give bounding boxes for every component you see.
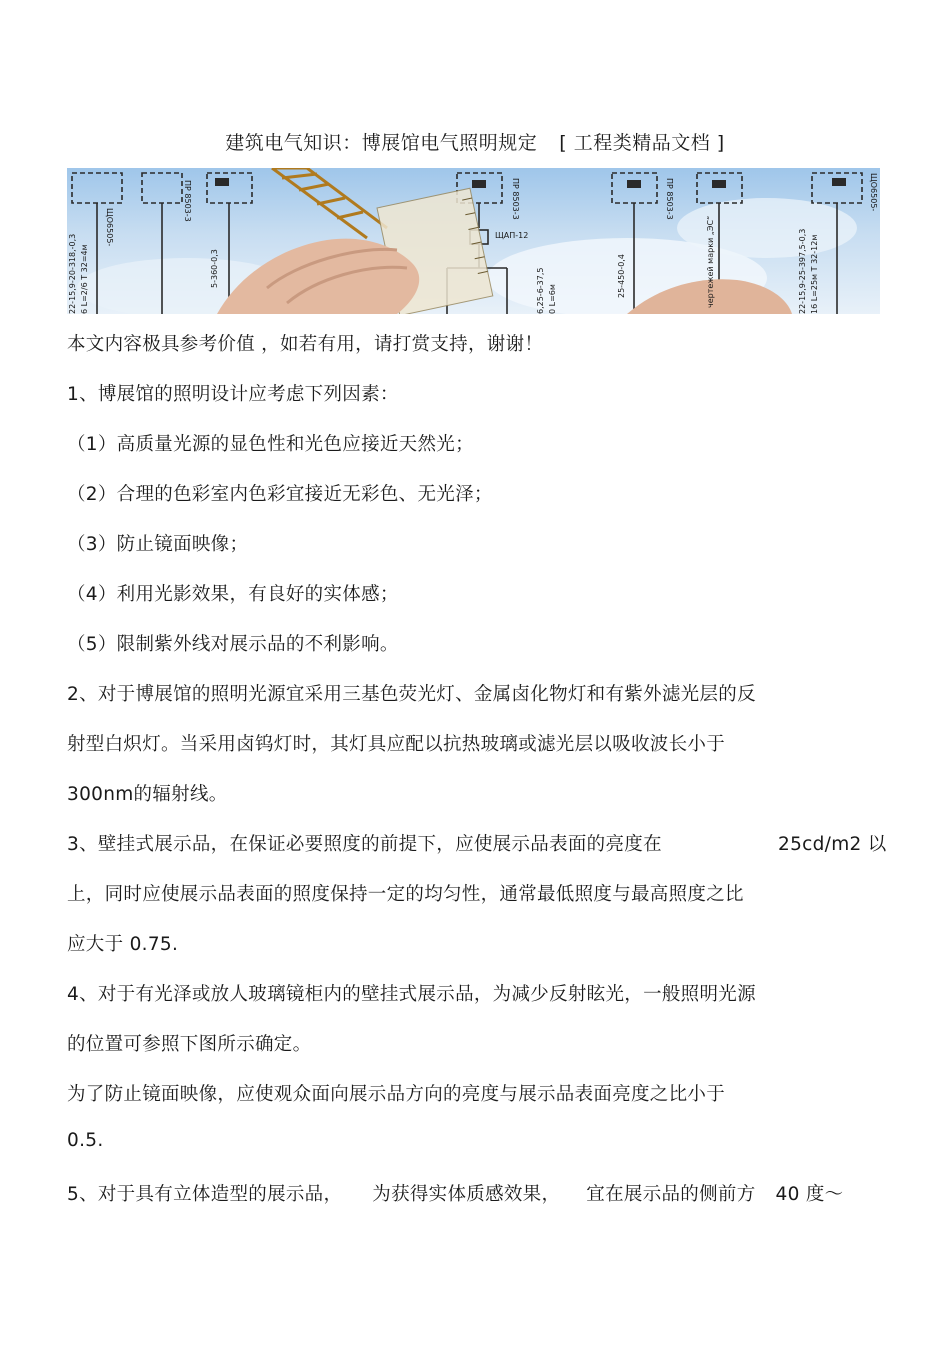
paragraph-4-line-3: 为了防止镜面映像，应使观众面向展示品方向的亮度与展示品表面亮度之比小于 (67, 1084, 726, 1105)
title-main: 建筑电气知识：博展馆电气照明规定 (225, 132, 538, 154)
banner-label: ПР 8503-3 (665, 178, 674, 220)
banner-label: 16 L=25м Т 32-12м (810, 234, 819, 314)
paragraph-5-part-c: 宜在展示品的侧前方 (586, 1184, 756, 1205)
banner-label: 5-360-0,3 (210, 249, 219, 288)
banner-label: ЩО6505- (869, 173, 878, 212)
paragraph-5-part-d: 40 度～ (775, 1184, 844, 1205)
intro-text: 本文内容极具参考价值 ，如若有用，请打赏支持，谢谢！ (67, 334, 544, 355)
banner-label: 6 L=2/6 Т 32=4м (80, 244, 89, 314)
paragraph-5-line-1 (67, 1180, 843, 1206)
paragraph-4-line-1: 4、对于有光泽或放人玻璃镜柜内的壁挂式展示品，为减少反射眩光，一般照明光源 (67, 984, 756, 1005)
paragraph-4-line-2: 的位置可参照下图所示确定。 (67, 1034, 312, 1055)
paragraph-3-value: 25cd/m2 以 (778, 834, 887, 855)
paragraph-2-line-3: 300nm的辐射线。 (67, 784, 228, 805)
header-banner-image (67, 168, 880, 314)
document-title (0, 128, 950, 155)
banner-label: ЩО6505- (105, 208, 114, 247)
banner-label: ПР 8503-3 (183, 180, 192, 222)
paragraph-2-line-2: 射型白炽灯。当采用卤钨灯时，其灯具应配以抗热玻璃或滤光层以吸收波长小于 (67, 734, 726, 755)
paragraph-3-line-2: 上，同时应使展示品表面的照度保持一定的均匀性，通常最低照度与最高照度之比 (67, 884, 744, 905)
paragraph-4-line-4: 0.5. (67, 1130, 104, 1151)
banner-label: 22-15,9-20-318,-0,3 (68, 233, 77, 314)
title-tag: [ 工程类精品文档 ] (559, 132, 725, 154)
list-item-5: （5）限制紫外线对展示品的不利影响。 (67, 634, 399, 655)
list-item-1: （1）高质量光源的显色性和光色应接近天然光； (67, 434, 474, 455)
banner-label: 0 L=6м (548, 284, 557, 314)
banner-label: 6,25-6-37,5 (536, 267, 545, 314)
paragraph-3-text: 3、壁挂式展示品，在保证必要照度的前提下，应使展示品表面的亮度在 (67, 834, 662, 855)
list-item-2: （2）合理的色彩室内色彩宜接近无彩色、无光泽； (67, 484, 493, 505)
banner-label: 22-15,9-25-397,5-0,3 (798, 228, 807, 314)
paragraph-3-line-3: 应大于 0.75. (67, 934, 179, 955)
banner-label: чертежей марки „ЭС“ (706, 215, 715, 308)
list-item-3: （3）防止镜面映像； (67, 534, 249, 555)
list-item-4: （4）利用光影效果，有良好的实体感； (67, 584, 399, 605)
banner-label: ПР 8503-3 (511, 178, 520, 220)
banner-label: 25-450-0,4 (617, 254, 626, 298)
banner-illustration (67, 168, 880, 314)
paragraph-1: 1、博展馆的照明设计应考虑下列因素： (67, 384, 399, 405)
paragraph-3-line-1 (67, 830, 662, 856)
paragraph-5-part-a: 5、对于具有立体造型的展示品， (67, 1184, 343, 1205)
banner-label: ЩАП-12 (495, 231, 529, 240)
paragraph-2-line-1: 2、对于博展馆的照明光源宜采用三基色荧光灯、金属卤化物灯和有紫外滤光层的反 (67, 684, 756, 705)
paragraph-5-part-b: 为获得实体质感效果， (372, 1184, 561, 1205)
